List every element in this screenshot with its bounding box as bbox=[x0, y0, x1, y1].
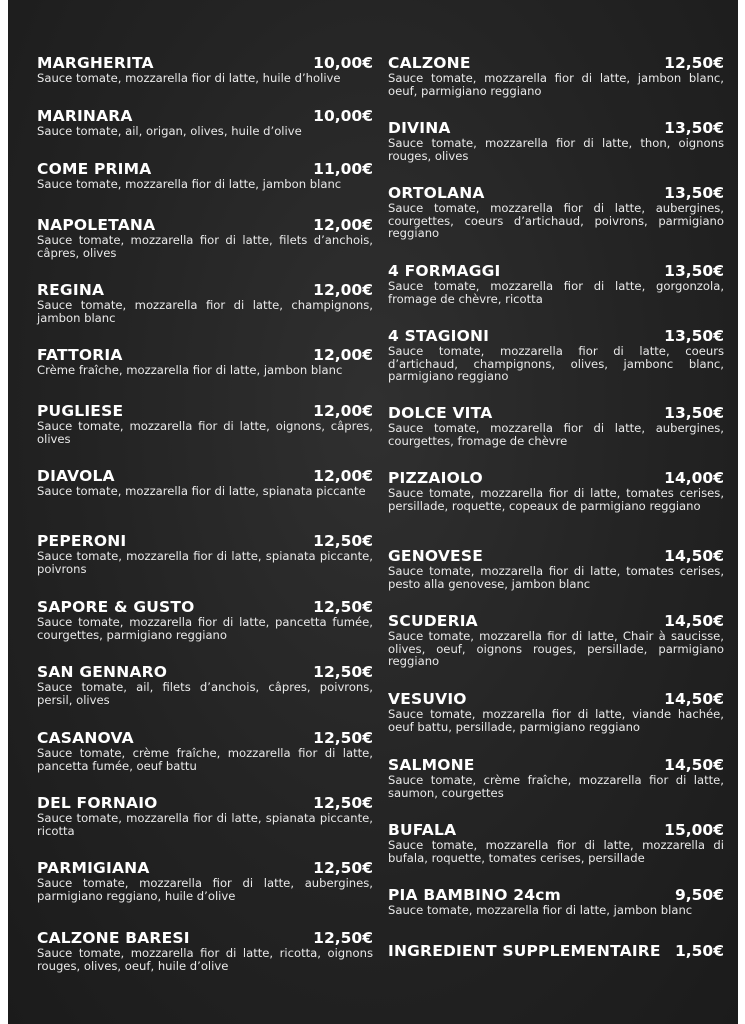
item-description: Sauce tomate, mozzarella fior di latte, jambon blanc bbox=[37, 177, 342, 191]
item-name: MARINARA bbox=[37, 107, 133, 125]
item-name: BUFALA bbox=[388, 821, 457, 839]
item-description: Sauce tomate, mozzarella fior di latte, spianata piccante, poivrons bbox=[37, 549, 373, 576]
item-name: NAPOLETANA bbox=[37, 216, 156, 234]
item-name: CALZONE BARESI bbox=[37, 929, 190, 947]
item-name: SAPORE & GUSTO bbox=[37, 598, 195, 616]
item-name: 4 FORMAGGI bbox=[388, 262, 501, 280]
item-price: 9,50€ bbox=[674, 886, 724, 904]
menu-item bbox=[37, 160, 373, 191]
item-name: PIZZAIOLO bbox=[388, 469, 483, 487]
menu-item bbox=[388, 821, 724, 864]
item-name: SCUDERIA bbox=[388, 612, 478, 630]
item-price: 12,50€ bbox=[313, 929, 373, 947]
menu-item bbox=[388, 612, 724, 668]
item-name: ORTOLANA bbox=[388, 184, 485, 202]
item-price: 14,50€ bbox=[664, 547, 724, 565]
item-description: Sauce tomate, mozzarella fior di latte, huile d’holive bbox=[37, 71, 341, 85]
item-price: 12,00€ bbox=[313, 216, 373, 234]
item-name: DEL FORNAIO bbox=[37, 794, 158, 812]
item-description: Sauce tomate, mozzarella fior di latte, jambon blanc, oeuf, parmigiano reggiano bbox=[388, 71, 724, 98]
item-name: SAN GENNARO bbox=[37, 663, 168, 681]
item-description: Sauce tomate, mozzarella fior di latte, thon, oignons rouges, olives bbox=[388, 136, 724, 163]
item-name: CALZONE bbox=[388, 54, 471, 72]
menu-item bbox=[37, 467, 373, 498]
menu-item bbox=[37, 346, 373, 377]
item-description: Sauce tomate, mozzarella fior di latte, oignons, câpres, olives bbox=[37, 419, 373, 446]
item-price: 12,50€ bbox=[313, 663, 373, 681]
item-description: Sauce tomate, ail, filets d’anchois, câpres, poivrons, persil, olives bbox=[37, 680, 373, 707]
item-description: Sauce tomate, crème fraîche, mozzarella fior di latte, saumon, courgettes bbox=[388, 773, 724, 800]
item-price: 12,50€ bbox=[313, 598, 373, 616]
menu-item bbox=[388, 690, 724, 733]
menu-item bbox=[37, 216, 373, 259]
menu-board bbox=[8, 0, 738, 1024]
item-name: 4 STAGIONI bbox=[388, 327, 490, 345]
item-price: 12,00€ bbox=[313, 402, 373, 420]
item-description: Sauce tomate, mozzarella fior di latte, mozzarella di bufala, roquette, tomates cerises, persillade bbox=[388, 838, 724, 865]
menu-item bbox=[388, 756, 724, 799]
item-description: Sauce tomate, mozzarella fior di latte, spianata piccante bbox=[37, 484, 366, 498]
item-name: CASANOVA bbox=[37, 729, 134, 747]
menu-item bbox=[388, 184, 724, 240]
menu-item bbox=[388, 942, 724, 960]
item-price: 12,50€ bbox=[313, 532, 373, 550]
item-description: Sauce tomate, mozzarella fior di latte, champignons, jambon blanc bbox=[37, 298, 373, 325]
menu-item bbox=[37, 281, 373, 324]
item-price: 13,50€ bbox=[664, 262, 724, 280]
item-price: 14,50€ bbox=[664, 690, 724, 708]
item-description: Crème fraîche, mozzarella fior di latte, jambon blanc bbox=[37, 363, 343, 377]
item-name: DOLCE VITA bbox=[388, 404, 493, 422]
item-description: Sauce tomate, crème fraîche, mozzarella fior di latte, pancetta fumée, oeuf battu bbox=[37, 746, 373, 773]
item-description: Sauce tomate, mozzarella fior di latte, tomates cerises, pesto alla genovese, jambon blanc bbox=[388, 564, 724, 591]
item-name: PARMIGIANA bbox=[37, 859, 150, 877]
menu-item bbox=[388, 119, 724, 162]
item-name: PEPERONI bbox=[37, 532, 127, 550]
item-name: PIA BAMBINO 24cm bbox=[388, 886, 561, 904]
item-price: 14,00€ bbox=[664, 469, 724, 487]
item-description: Sauce tomate, ail, origan, olives, huile d’olive bbox=[37, 124, 302, 138]
item-price: 11,00€ bbox=[313, 160, 373, 178]
item-price: 13,50€ bbox=[664, 327, 724, 345]
item-description: Sauce tomate, mozzarella fior di latte, jambon blanc bbox=[388, 903, 693, 917]
item-price: 12,00€ bbox=[313, 346, 373, 364]
item-description: Sauce tomate, mozzarella fior di latte, spianata piccante, ricotta bbox=[37, 811, 373, 838]
item-description: Sauce tomate, mozzarella fior di latte, tomates cerises, persillade, roquette, copeaux de parmigiano reggiano bbox=[388, 486, 724, 513]
menu-item bbox=[388, 262, 724, 305]
menu-item bbox=[388, 547, 724, 590]
item-name: MARGHERITA bbox=[37, 54, 154, 72]
menu-item bbox=[37, 532, 373, 575]
menu-item bbox=[37, 402, 373, 445]
item-name: PUGLIESE bbox=[37, 402, 124, 420]
item-description: Sauce tomate, mozzarella fior di latte, viande hachée, oeuf battu, persillade, parmigiano reggiano bbox=[388, 707, 724, 734]
menu-item bbox=[37, 663, 373, 706]
item-description: Sauce tomate, mozzarella fior di latte, aubergines, parmigiano reggiano, huile d’olive bbox=[37, 876, 373, 903]
item-name: DIVINA bbox=[388, 119, 451, 137]
item-price: 12,50€ bbox=[313, 794, 373, 812]
item-description: Sauce tomate, mozzarella fior di latte, gorgonzola, fromage de chèvre, ricotta bbox=[388, 279, 724, 306]
item-price: 12,50€ bbox=[664, 54, 724, 72]
item-name: REGINA bbox=[37, 281, 105, 299]
item-price: 10,00€ bbox=[313, 54, 373, 72]
item-price: 13,50€ bbox=[664, 184, 724, 202]
item-name: DIAVOLA bbox=[37, 467, 115, 485]
item-description: Sauce tomate, mozzarella fior di latte, coeurs d’artichaud, champignons, olives, jambonc blanc, parmigiano reggiano bbox=[388, 344, 724, 384]
item-description: Sauce tomate, mozzarella fior di latte, ricotta, oignons rouges, olives, oeuf, huile d’olive bbox=[37, 946, 373, 973]
item-price: 12,50€ bbox=[313, 729, 373, 747]
item-name: SALMONE bbox=[388, 756, 475, 774]
menu-item bbox=[388, 886, 724, 917]
item-description: Sauce tomate, mozzarella fior di latte, aubergines, courgettes, fromage de chèvre bbox=[388, 421, 724, 448]
menu-item bbox=[37, 929, 373, 972]
item-price: 10,00€ bbox=[313, 107, 373, 125]
item-name: INGREDIENT SUPPLEMENTAIRE bbox=[388, 942, 661, 960]
menu-item bbox=[388, 54, 724, 97]
menu-item bbox=[388, 404, 724, 447]
item-description: Sauce tomate, mozzarella fior di latte, filets d’anchois, câpres, olives bbox=[37, 233, 373, 260]
menu-item bbox=[37, 54, 373, 85]
item-name: COME PRIMA bbox=[37, 160, 152, 178]
menu-item bbox=[37, 859, 373, 902]
item-price: 1,50€ bbox=[674, 942, 724, 960]
item-price: 14,50€ bbox=[664, 756, 724, 774]
menu-item bbox=[388, 469, 724, 512]
item-name: FATTORIA bbox=[37, 346, 123, 364]
item-price: 12,00€ bbox=[313, 467, 373, 485]
menu-item bbox=[37, 729, 373, 772]
item-price: 12,50€ bbox=[313, 859, 373, 877]
item-description: Sauce tomate, mozzarella fior di latte, pancetta fumée, courgettes, parmigiano reggiano bbox=[37, 615, 373, 642]
menu-item bbox=[388, 327, 724, 383]
menu-item bbox=[37, 107, 373, 138]
menu-item bbox=[37, 794, 373, 837]
item-price: 14,50€ bbox=[664, 612, 724, 630]
item-price: 12,00€ bbox=[313, 281, 373, 299]
item-price: 13,50€ bbox=[664, 119, 724, 137]
item-name: GENOVESE bbox=[388, 547, 483, 565]
item-description: Sauce tomate, mozzarella fior di latte, Chair à saucisse, olives, oeuf, oignons rouges, persillade, parmigiano reggiano bbox=[388, 629, 724, 669]
item-price: 13,50€ bbox=[664, 404, 724, 422]
item-name: VESUVIO bbox=[388, 690, 467, 708]
item-description: Sauce tomate, mozzarella fior di latte, aubergines, courgettes, coeurs d’artichaud, poivrons, parmigiano reggiano bbox=[388, 201, 724, 241]
menu-item bbox=[37, 598, 373, 641]
item-price: 15,00€ bbox=[664, 821, 724, 839]
